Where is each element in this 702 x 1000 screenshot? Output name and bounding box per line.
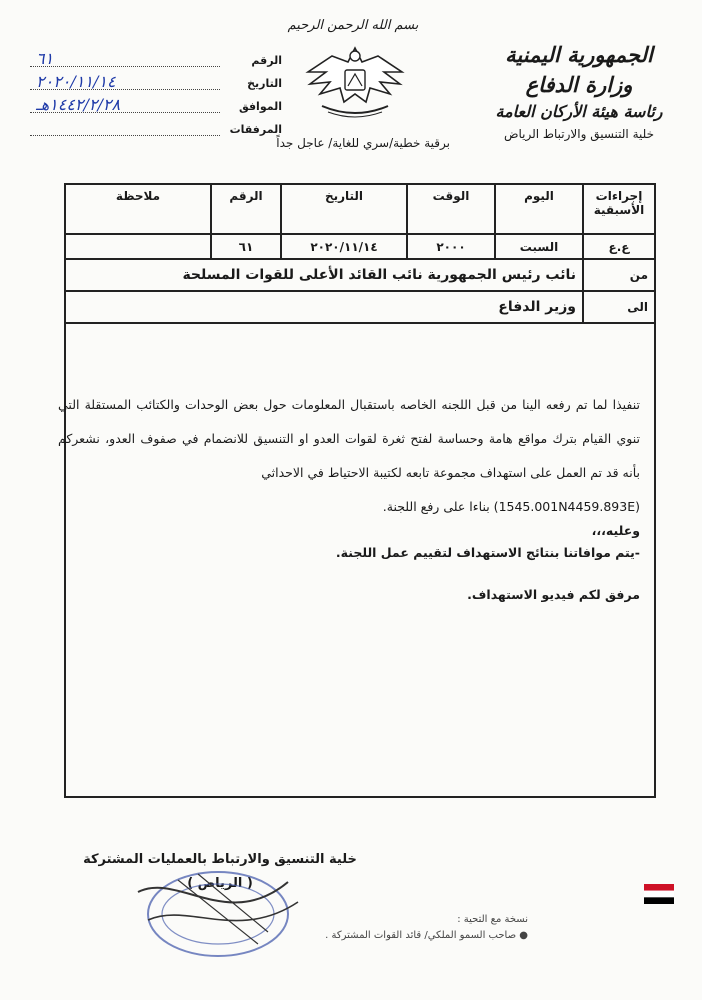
ministry-name: وزارة الدفاع <box>525 72 633 97</box>
signature-line1: خلية التنسيق والارتباط بالعمليات المشتركة <box>83 852 357 867</box>
letterhead-right <box>484 40 674 144</box>
signature-line2: ( الرياض ) <box>187 876 253 891</box>
header-actions: إجراءات الأسبقية <box>583 184 655 234</box>
basmala: بسم الله الرحمن الرحيم <box>287 18 419 33</box>
body-conclusion: وعليه،،، <box>591 523 640 538</box>
from-label: من <box>583 259 655 291</box>
header-date: التاريخ <box>281 184 407 234</box>
document-meta <box>30 44 282 136</box>
from-value: نائب رئيس الجمهورية نائب القائد الأعلى للقوات المسلحة <box>65 259 583 291</box>
eagle-emblem-icon <box>296 42 414 122</box>
header-time: الوقت <box>407 184 495 234</box>
value-note <box>65 234 211 259</box>
presidency-name: رئاسة هيئة الأركان العامة <box>495 102 663 121</box>
value-actions: ع.ع <box>583 234 655 259</box>
body-directive: -يتم موافاتنا بنتائج الاستهداف لتقييم عمل اللجنة. <box>335 545 640 560</box>
number-label: الرقم <box>251 54 282 67</box>
attachments-label: المرفقات <box>229 123 282 136</box>
copies-item-text: صاحب السمو الملكي/ قائد القوات المشتركة . <box>325 930 517 941</box>
country-name: الجمهورية اليمنية <box>505 42 653 67</box>
value-date: ٢٠٢٠/١١/١٤ <box>281 234 407 259</box>
copies-item: ● صاحب السمو الملكي/ قائد القوات المشتركة . <box>325 930 528 941</box>
to-label: الى <box>583 291 655 323</box>
header-note: ملاحظة <box>65 184 211 234</box>
unit-name: خلية التنسيق والارتباط الرياض <box>503 127 655 141</box>
hijri-label: الموافق <box>238 100 282 113</box>
classification-line: برقية خطية/سري للغاية/ عاجل جداً <box>276 136 450 150</box>
body-attachment-note: مرفق لكم فيديو الاستهداف. <box>467 587 640 602</box>
body-coordinates: (1545.001N4459.893E) بناءا على رفع اللجنة. <box>382 499 640 514</box>
value-day: السبت <box>495 234 583 259</box>
header-number: الرقم <box>211 184 281 234</box>
date-label: التاريخ <box>247 77 282 90</box>
copies-block <box>318 912 528 944</box>
number-value: ٦١ <box>36 49 54 68</box>
dispatch-table <box>64 183 656 324</box>
yemen-flag-icon <box>644 884 674 904</box>
date-value: ٢٠٢٠/١١/١٤ <box>36 72 116 91</box>
hijri-value: ١٤٤٢/٢/٢٨هـ <box>36 95 121 114</box>
body-paragraph-main: تنفيذا لما تم رفعه الينا من قبل اللجنه الخاصه باستقبال المعلومات حول بعض الوحدات والكتائب المستقلة التي تنوي القيام بترك مواقع هامة وحساسة لفتح ثغرة لقوات العدو او التنسيق للانضمام في صفوف العدو، نشعركم بأنه قد تم العمل على استهداف مجموعة تابعه لكتيبة الاحتياط في الاحداثي <box>58 397 640 480</box>
stamp-icon <box>118 862 314 962</box>
to-value: وزير الدفاع <box>65 291 583 323</box>
value-time: ٢٠٠٠ <box>407 234 495 259</box>
value-number: ٦١ <box>211 234 281 259</box>
copies-title: نسخة مع التحية : <box>457 914 528 925</box>
header-day: اليوم <box>495 184 583 234</box>
